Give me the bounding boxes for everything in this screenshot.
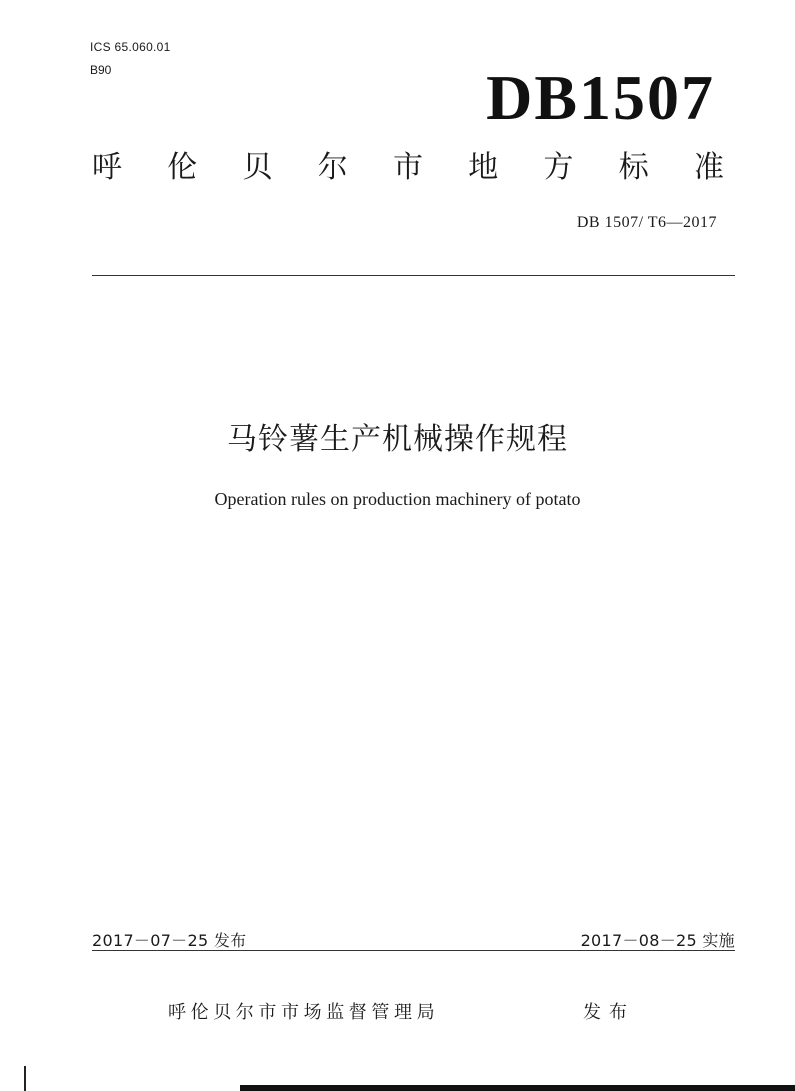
standard-type-char: 伦 xyxy=(167,150,198,185)
standard-type-char: 准 xyxy=(694,150,724,185)
standard-type-char: 贝 xyxy=(242,150,273,185)
document-title-en: Operation rules on production machinery of potato xyxy=(214,489,581,509)
issue-label: 发布 xyxy=(583,1002,635,1023)
standard-type-title xyxy=(92,150,724,185)
standard-type-char: 尔 xyxy=(317,150,348,185)
issuing-authority: 呼伦贝尔市市场监督管理局 xyxy=(168,1002,440,1023)
standard-type-char: 标 xyxy=(618,150,649,185)
standard-type-char: 呼 xyxy=(92,150,122,185)
implement-date: 2017－08－25 实施 xyxy=(580,931,735,950)
standard-code: DB1507 xyxy=(486,62,715,133)
ccs-code: B90 xyxy=(90,63,112,77)
scan-edge-bar xyxy=(240,1085,795,1091)
top-divider xyxy=(92,275,735,276)
ics-code: ICS 65.060.01 xyxy=(90,40,171,54)
document-title-cn: 马铃薯生产机械操作规程 xyxy=(227,422,568,457)
bottom-divider xyxy=(92,950,735,951)
standard-type-char: 地 xyxy=(468,150,499,185)
publish-date: 2017－07－25 发布 xyxy=(92,931,247,950)
standard-type-char: 市 xyxy=(393,150,423,185)
standard-type-char: 方 xyxy=(543,150,574,185)
scan-edge-mark xyxy=(24,1066,26,1091)
standard-number: DB 1507/ T6—2017 xyxy=(576,214,717,231)
